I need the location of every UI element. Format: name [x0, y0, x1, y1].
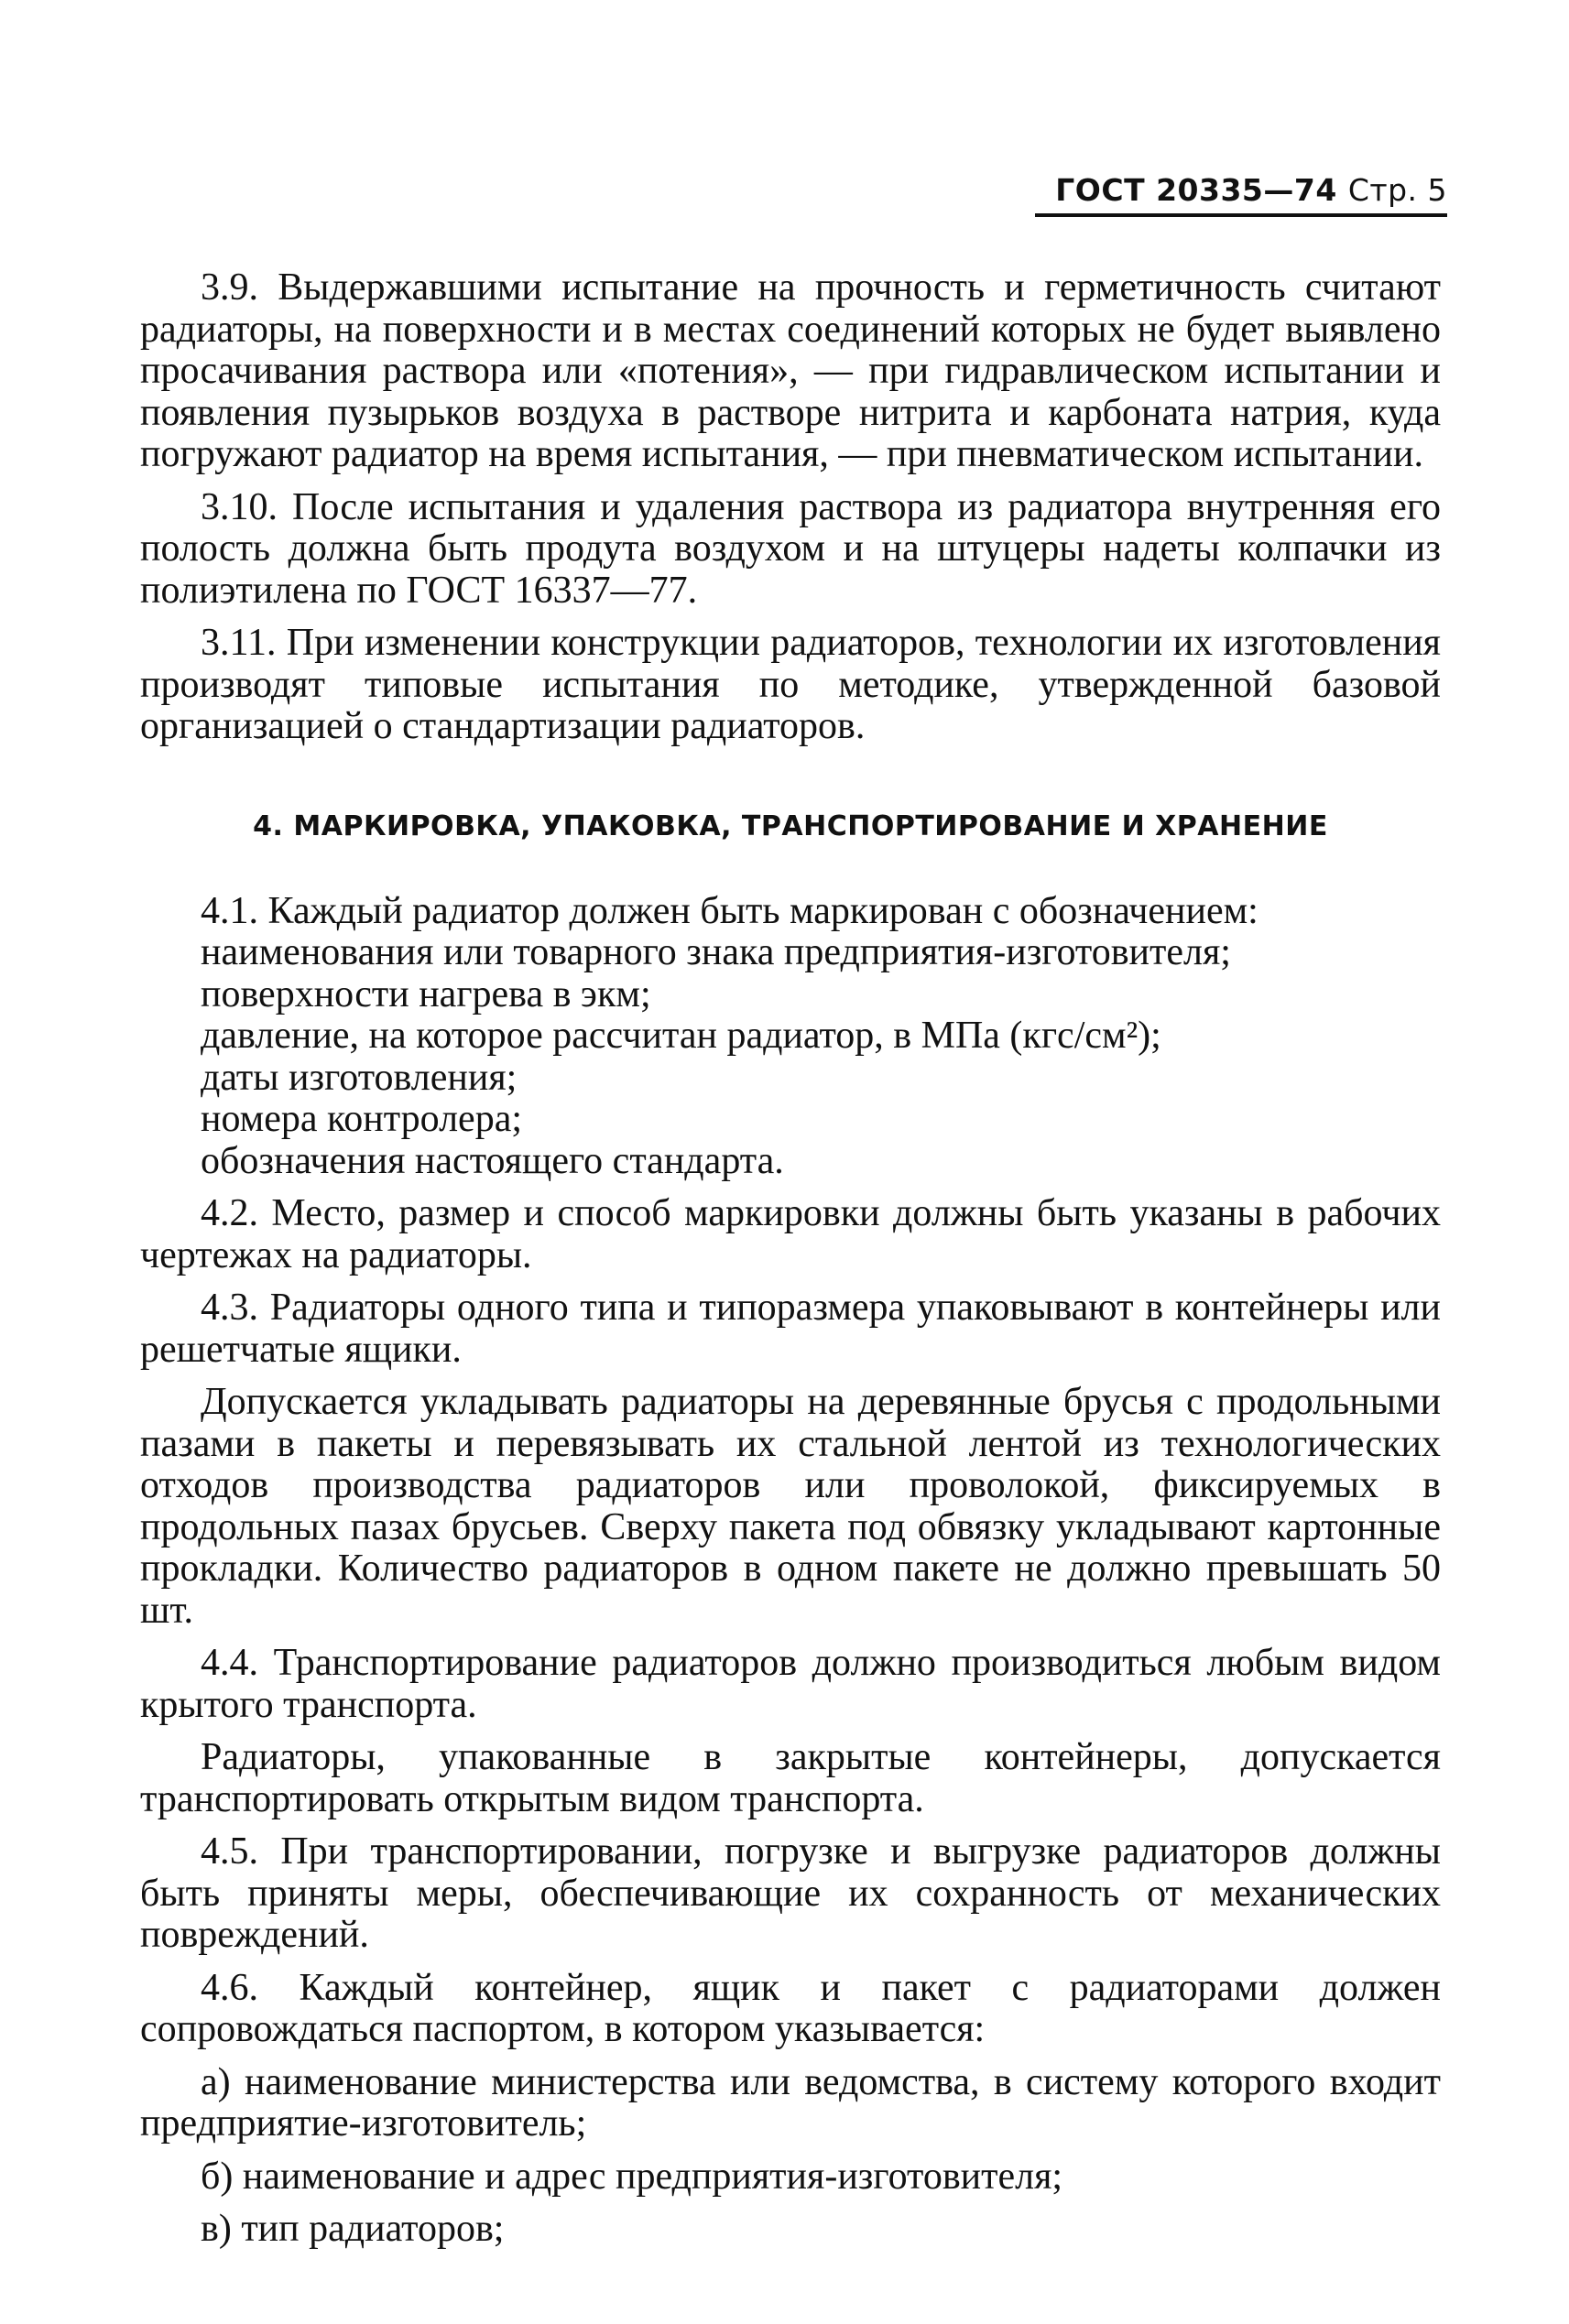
clause-4-5: 4.5. При транспортировании, погрузке и выгрузке радиаторов должны быть приняты меры, обеспечивающие их сохранность от механических повреждений. — [140, 1830, 1441, 1956]
clause-4-1: 4.1. Каждый радиатор должен быть маркирован с обозначением: — [201, 889, 1258, 932]
marking-item-3: давление, на которое рассчитан радиатор, в МПа (кгс/см²); — [201, 1015, 1161, 1057]
page-number: Стр. 5 — [1347, 172, 1447, 208]
passport-item-b: б) наименование и адрес предприятия-изготовителя; — [201, 2155, 1063, 2198]
clause-4-4: 4.4. Транспортирование радиаторов должно производиться любым видом крытого транспорта. — [140, 1642, 1441, 1726]
clause-4-3-extra: Допускается укладывать радиаторы на деревянные брусья с продольными пазами в пакеты и перевязывать их стальной лентой из технологических отходов производства радиаторов или проволокой, фиксируемых в продольных пазах брусьев. Сверху пакета под обвязку укладывают картонные прокладки. Количество радиаторов в одном пакете не должно превышать 50 шт. — [140, 1381, 1441, 1632]
page-header — [1035, 172, 1447, 217]
clause-4-6: 4.6. Каждый контейнер, ящик и пакет с радиаторами должен сопровождаться паспортом, в котором указывается: — [140, 1966, 1441, 2050]
section-4-heading: 4. МАРКИРОВКА, УПАКОВКА, ТРАНСПОРТИРОВАНИЕ И ХРАНЕНИЕ — [253, 809, 1328, 842]
clause-4-4-extra: Радиаторы, упакованные в закрытые контейнеры, допускается транспортировать открытым видом транспорта. — [140, 1736, 1441, 1820]
marking-item-2: поверхности нагрева в экм; — [201, 972, 651, 1015]
clause-3-11: 3.11. При изменении конструкции радиаторов, технологии их изготовления производят типовые испытания по методике, утвержденной базовой организацией о стандартизации радиаторов. — [140, 622, 1441, 747]
marking-item-5: номера контролера; — [201, 1098, 523, 1140]
marking-item-4: даты изготовления; — [201, 1056, 518, 1099]
document-body — [140, 267, 1441, 2251]
clause-4-2: 4.2. Место, размер и способ маркировки должны быть указаны в рабочих чертежах на радиаторы. — [140, 1192, 1441, 1276]
standard-code: ГОСТ 20335—74 — [1055, 172, 1337, 208]
clause-3-10: 3.10. После испытания и удаления раствора из радиатора внутренняя его полость должна быть продута воздухом и на штуцеры надеты колпачки из полиэтилена по ГОСТ 16337—77. — [140, 485, 1441, 612]
clause-4-3: 4.3. Радиаторы одного типа и типоразмера упаковывают в контейнеры или решетчатые ящики. — [140, 1287, 1441, 1371]
marking-item-6: обозначения настоящего стандарта. — [201, 1139, 784, 1182]
marking-item-1: наименования или товарного знака предприятия-изготовителя; — [201, 931, 1231, 973]
clause-3-9: 3.9. Выдержавшими испытание на прочность и герметичность считают радиаторы, на поверхности и в местах соединений которых не будет выявлено просачивания раствора или «потения», — при гидравлическом испытании и появления пузырьков воздуха в растворе нитрита и карбоната натрия, куда погружают радиатор на время испытания, — при пневматическом испытании. — [140, 266, 1441, 475]
passport-item-a: а) наименование министерства или ведомства, в систему которого входит предприятие-изготовитель; — [140, 2060, 1441, 2145]
passport-item-c: в) тип радиаторов; — [201, 2208, 505, 2250]
